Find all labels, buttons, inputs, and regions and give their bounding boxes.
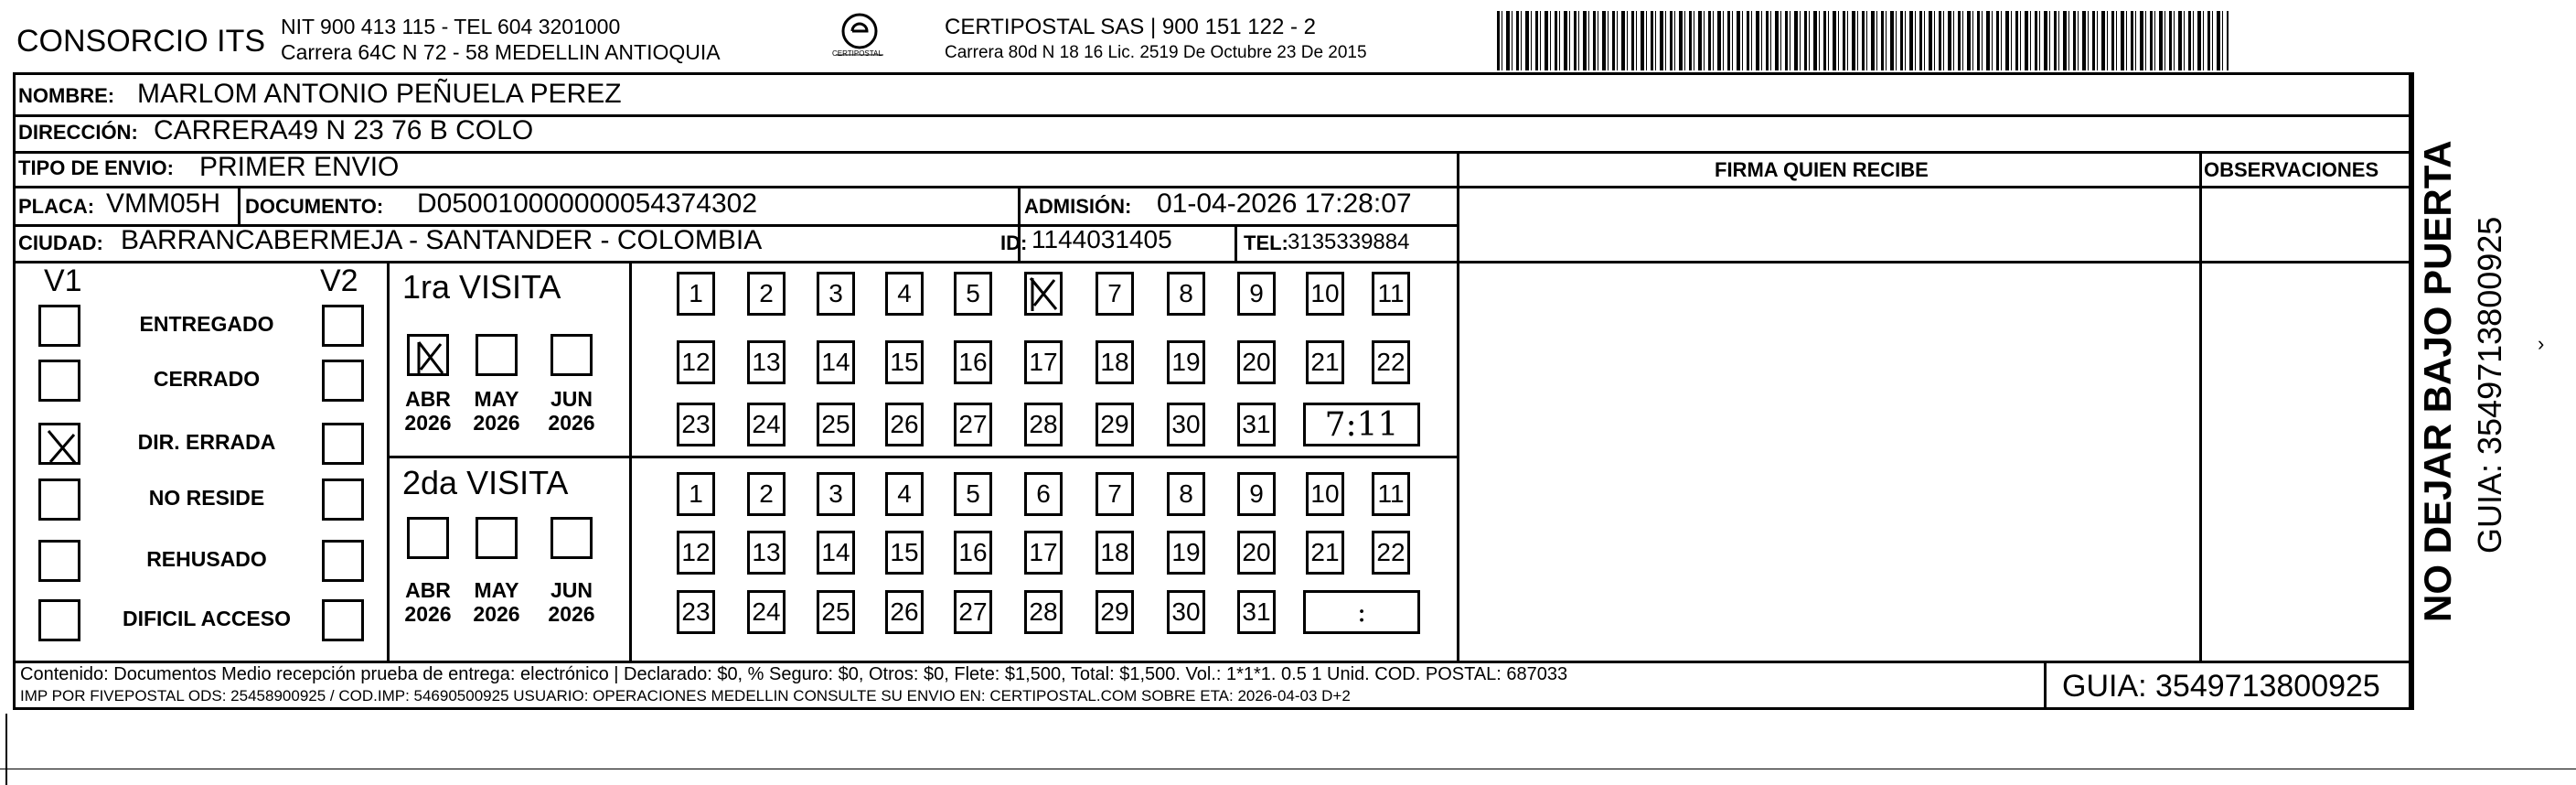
- day-box[interactable]: 26: [885, 403, 924, 446]
- firma-header: FIRMA QUIEN RECIBE: [1715, 158, 1929, 181]
- month-checkbox[interactable]: [550, 517, 593, 559]
- month-name: MAY: [474, 387, 519, 411]
- day-box[interactable]: 2: [747, 272, 786, 316]
- id-value: 1144031405: [1031, 225, 1172, 253]
- day-box[interactable]: 16: [954, 531, 992, 575]
- day-box[interactable]: 4: [885, 472, 924, 516]
- day-box[interactable]: 13: [747, 340, 786, 384]
- day-box[interactable]: 9: [1237, 472, 1276, 516]
- tipo-label: TIPO DE ENVIO:: [18, 156, 174, 179]
- month-year: 2026: [404, 602, 452, 627]
- day-box[interactable]: 22: [1372, 340, 1410, 384]
- day-box[interactable]: 24: [747, 590, 786, 634]
- day-box[interactable]: 29: [1096, 590, 1134, 634]
- day-box[interactable]: 21: [1306, 531, 1344, 575]
- month-label: [396, 387, 460, 436]
- status-option-label: REHUSADO: [146, 547, 267, 571]
- day-box[interactable]: 1: [677, 472, 715, 516]
- v1-checkbox[interactable]: [38, 305, 80, 347]
- footer-imp: IMP POR FIVEPOSTAL ODS: 25458900925 / COD.IMP: 54690500925 USUARIO: OPERACIONES MEDELLIN CONSULTE SU ENVIO EN: CERTIPOSTAL.COM SOBRE ETA: 2026-04-03 D+2: [20, 687, 1351, 704]
- check-mark-icon: [1027, 274, 1060, 313]
- day-box[interactable]: 29: [1096, 403, 1134, 446]
- month-checkbox[interactable]: [407, 517, 449, 559]
- direccion-label: DIRECCIÓN:: [18, 121, 138, 144]
- carrier-line2: Carrera 80d N 18 16 Lic. 2519 De Octubre 23 De 2015: [945, 43, 1367, 62]
- logo-text: CERTIPOSTAL: [832, 49, 882, 58]
- id-label: ID:: [1000, 231, 1028, 254]
- day-box[interactable]: 14: [817, 531, 855, 575]
- day-box[interactable]: 10: [1306, 272, 1344, 316]
- v2-checkbox[interactable]: [322, 360, 364, 402]
- day-box[interactable]: 7: [1096, 272, 1134, 316]
- day-box[interactable]: 8: [1167, 272, 1205, 316]
- day-box[interactable]: 7: [1096, 472, 1134, 516]
- day-box[interactable]: 5: [954, 272, 992, 316]
- admision-value: 01-04-2026 17:28:07: [1157, 188, 1412, 219]
- day-box[interactable]: 14: [817, 340, 855, 384]
- day-box[interactable]: 18: [1096, 340, 1134, 384]
- month-year: 2026: [473, 411, 520, 436]
- check-mark-icon: [410, 337, 452, 379]
- nombre-label: NOMBRE:: [18, 84, 115, 107]
- first-visit-title: 1ra VISITA: [402, 268, 561, 306]
- day-box[interactable]: 31: [1237, 590, 1276, 634]
- day-box[interactable]: 3: [817, 272, 855, 316]
- month-label: [465, 578, 529, 627]
- ciudad-value: BARRANCABERMEJA - SANTANDER - COLOMBIA: [121, 225, 763, 255]
- day-box[interactable]: 18: [1096, 531, 1134, 575]
- day-box[interactable]: 22: [1372, 531, 1410, 575]
- day-box[interactable]: 11: [1372, 272, 1410, 316]
- barcode: [1497, 11, 2229, 70]
- month-year: 2026: [548, 411, 595, 436]
- month-year: 2026: [404, 411, 452, 436]
- v2-header: V2: [320, 263, 358, 298]
- month-checkbox[interactable]: [476, 517, 518, 559]
- time-box[interactable]: 7:11: [1303, 403, 1420, 446]
- day-box[interactable]: 20: [1237, 340, 1276, 384]
- check-mark-icon: [41, 425, 83, 468]
- month-label: [465, 387, 529, 436]
- day-box[interactable]: 13: [747, 531, 786, 575]
- month-checkbox[interactable]: [407, 334, 449, 376]
- day-box[interactable]: 20: [1237, 531, 1276, 575]
- status-option-label: NO RESIDE: [148, 486, 265, 510]
- day-box[interactable]: 16: [954, 340, 992, 384]
- day-box[interactable]: 6: [1024, 472, 1063, 516]
- footer-contenido: Contenido: Documentos Medio recepción prueba de entrega: electrónico | Declarado: $0, % Seguro: $0, Otros: $0, Flete: $1,500, Total: $1,500. Vol.: 1*1*1. 0.5 1 Unid. COD. POSTAL: 687033: [20, 664, 1568, 684]
- month-label: [540, 578, 604, 627]
- day-box[interactable]: 12: [677, 531, 715, 575]
- v2-checkbox[interactable]: [322, 599, 364, 641]
- month-checkbox[interactable]: [550, 334, 593, 376]
- day-box[interactable]: 19: [1167, 340, 1205, 384]
- day-box[interactable]: 28: [1024, 403, 1063, 446]
- status-option-label: DIR. ERRADA: [137, 430, 276, 454]
- day-box[interactable]: 2: [747, 472, 786, 516]
- v1-checkbox[interactable]: [38, 423, 80, 465]
- day-box[interactable]: 30: [1167, 590, 1205, 634]
- day-box[interactable]: 17: [1024, 531, 1063, 575]
- month-name: ABR: [405, 387, 451, 411]
- carrier-logo: [832, 11, 887, 64]
- time-box[interactable]: :: [1303, 590, 1420, 634]
- v1-checkbox[interactable]: [38, 599, 80, 641]
- month-name: JUN: [550, 578, 593, 602]
- day-box[interactable]: 23: [677, 403, 715, 446]
- ciudad-label: CIUDAD:: [18, 231, 103, 254]
- day-box[interactable]: 8: [1167, 472, 1205, 516]
- day-box[interactable]: 9: [1237, 272, 1276, 316]
- carrier-line1: CERTIPOSTAL SAS | 900 151 122 - 2: [945, 15, 1316, 39]
- day-box[interactable]: 5: [954, 472, 992, 516]
- v2-checkbox[interactable]: [322, 305, 364, 347]
- month-label: [396, 578, 460, 627]
- day-box[interactable]: 21: [1306, 340, 1344, 384]
- v1-header: V1: [44, 263, 82, 298]
- day-box[interactable]: 1: [677, 272, 715, 316]
- status-option-label: CERRADO: [153, 367, 261, 391]
- month-label: [540, 387, 604, 436]
- day-box[interactable]: 11: [1372, 472, 1410, 516]
- month-name: MAY: [474, 578, 519, 602]
- day-box[interactable]: 28: [1024, 590, 1063, 634]
- day-box[interactable]: 19: [1167, 531, 1205, 575]
- day-box[interactable]: 30: [1167, 403, 1205, 446]
- status-option-label: DIFICIL ACCESO: [122, 607, 291, 630]
- placa-value: VMM05H: [106, 188, 221, 219]
- month-year: 2026: [548, 602, 595, 627]
- day-box[interactable]: 15: [885, 340, 924, 384]
- day-box[interactable]: 12: [677, 340, 715, 384]
- day-box[interactable]: 15: [885, 531, 924, 575]
- month-name: JUN: [550, 387, 593, 411]
- day-box[interactable]: 27: [954, 590, 992, 634]
- day-box[interactable]: 31: [1237, 403, 1276, 446]
- day-box[interactable]: 4: [885, 272, 924, 316]
- month-name: ABR: [405, 578, 451, 602]
- month-checkbox[interactable]: [476, 334, 518, 376]
- day-box[interactable]: 10: [1306, 472, 1344, 516]
- side-guia: GUIA: 3549713800925: [2471, 216, 2508, 554]
- month-year: 2026: [473, 602, 520, 627]
- stray-mark: ›: [2538, 332, 2545, 355]
- side-instruction: NO DEJAR BAJO PUERTA: [2416, 140, 2459, 622]
- status-option-label: ENTREGADO: [139, 312, 274, 336]
- day-box[interactable]: 17: [1024, 340, 1063, 384]
- day-box[interactable]: 3: [817, 472, 855, 516]
- v1-checkbox[interactable]: [38, 540, 80, 582]
- admision-label: ADMISIÓN:: [1024, 195, 1132, 218]
- footer-guia: GUIA: 3549713800925: [2062, 669, 2380, 704]
- day-box[interactable]: 25: [817, 403, 855, 446]
- company-line2: Carrera 64C N 72 - 58 MEDELLIN ANTIOQUIA: [281, 40, 721, 64]
- documento-value: D050010000000054374302: [417, 188, 758, 219]
- v1-checkbox[interactable]: [38, 479, 80, 521]
- day-box[interactable]: 27: [954, 403, 992, 446]
- day-box[interactable]: [1024, 272, 1063, 316]
- day-box[interactable]: 24: [747, 403, 786, 446]
- day-box[interactable]: 26: [885, 590, 924, 634]
- company-line1: NIT 900 413 115 - TEL 604 3201000: [281, 15, 621, 38]
- documento-label: DOCUMENTO:: [245, 195, 384, 218]
- v2-checkbox[interactable]: [322, 540, 364, 582]
- v2-checkbox[interactable]: [322, 423, 364, 465]
- placa-label: PLACA:: [18, 195, 95, 218]
- v1-checkbox[interactable]: [38, 360, 80, 402]
- observaciones-header: OBSERVACIONES: [2204, 158, 2379, 181]
- second-visit-title: 2da VISITA: [402, 464, 569, 501]
- company-name: CONSORCIO ITS: [16, 24, 266, 59]
- tipo-value: PRIMER ENVIO: [199, 152, 400, 182]
- day-box[interactable]: 25: [817, 590, 855, 634]
- day-box[interactable]: 23: [677, 590, 715, 634]
- tel-label: TEL:: [1244, 231, 1288, 254]
- nombre-value: MARLOM ANTONIO PEÑUELA PEREZ: [137, 79, 622, 109]
- v2-checkbox[interactable]: [322, 479, 364, 521]
- direccion-value: CARRERA49 N 23 76 B COLO: [154, 115, 534, 145]
- tel-value: 3135339884: [1288, 230, 1410, 254]
